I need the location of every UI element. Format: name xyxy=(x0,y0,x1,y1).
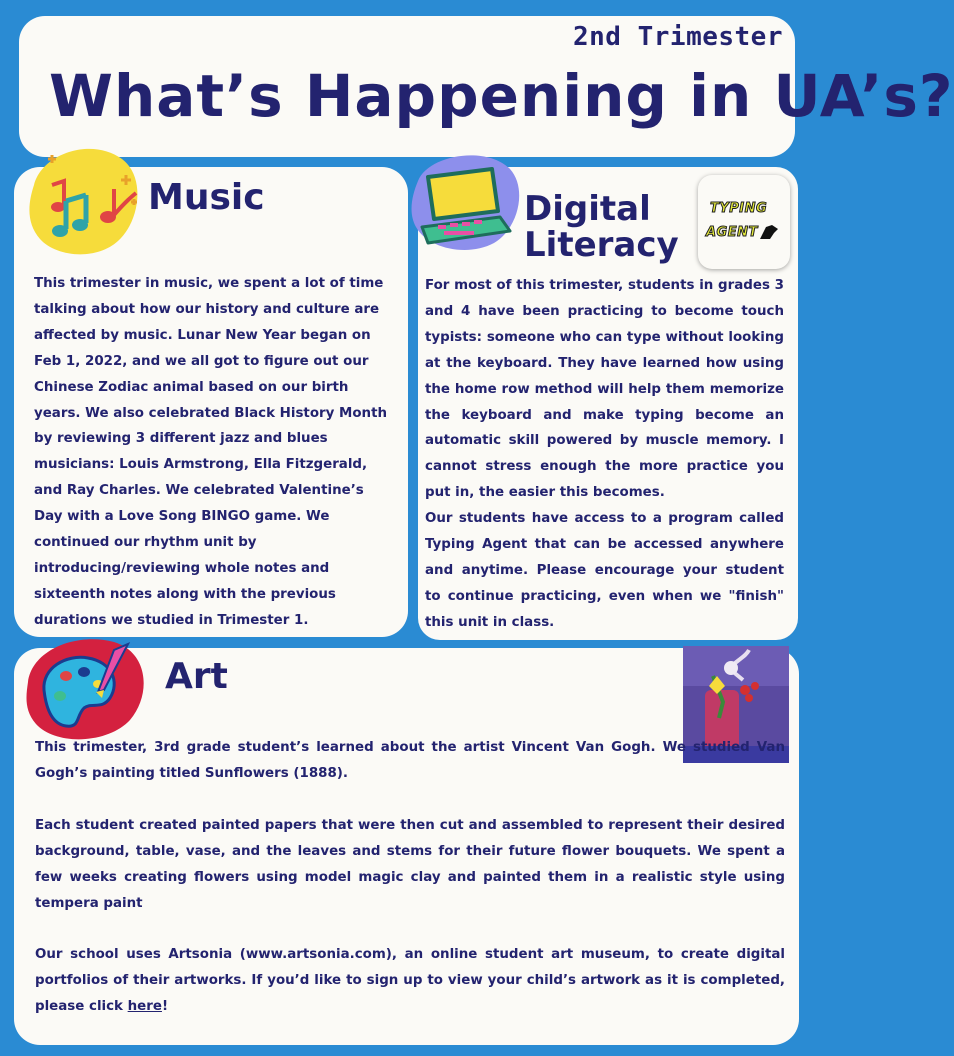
agent-silhouette-icon xyxy=(758,223,780,241)
art-title: Art xyxy=(165,656,228,697)
typing-agent-logo-line2: AGENT xyxy=(706,225,758,240)
artsonia-signup-link[interactable]: here xyxy=(127,999,162,1015)
typing-agent-logo[interactable] xyxy=(698,175,790,269)
laptop-icon xyxy=(408,151,524,255)
digital-literacy-para-2: Our students have access to a program called Typing Agent that can be accessed anywhere and anytime. Please encourage your student to continue practicing, even when we "finish" this unit in class. xyxy=(425,511,784,630)
digital-literacy-title-line1: Digital xyxy=(524,189,651,229)
art-body xyxy=(35,735,785,1020)
art-para-1: This trimester, 3rd grade student’s learned about the artist Vincent Van Gogh. We studied Van Gogh’s painting titled Sunflowers (1888). xyxy=(35,740,785,781)
music-body: This trimester in music, we spent a lot of time talking about how our history and culture are affected by music. Lunar New Year began on Feb 1, 2022, and we all got to figure out our Chinese Zodiac animal based on our birth years. We also celebrated Black History Month by reviewing 3 different jazz and blues musicians: Louis Armstrong, Ella Fitzgerald, and Ray Charles. We celebrated Valentine’s Day with a Love Song BINGO game. We continued our rhythm unit by introducing/reviewing whole notes and sixteenth notes along with the previous durations we studied in Trimester 1. xyxy=(34,276,388,628)
art-para-3-end: ! xyxy=(161,999,169,1015)
art-para-2: Each student created painted papers that were then cut and assembled to represent their desired background, table, vase, and the leaves and stems for their future flower bouquets. We spent a few weeks creating flowers using model magic clay and painted them in a realistic style using tempera paint xyxy=(35,817,785,911)
page-title: What’s Happening in UA’s? xyxy=(49,62,954,130)
art-card xyxy=(14,648,799,1045)
music-notes-icon xyxy=(22,145,152,265)
typing-agent-logo-line1: TYPING xyxy=(710,201,768,216)
music-card xyxy=(14,167,408,637)
header-card xyxy=(19,16,954,157)
digital-literacy-para-1: For most of this trimester, students in grades 3 and 4 have been practicing to become touch typists: someone who can type without looking at the keyboard. They have learned how using the home row method will help them memorize the keyboard and make typing become an automatic skill powered by muscle memory. I cannot stress enough the more practice you put in, the easier this becomes. xyxy=(425,278,784,501)
paint-palette-icon xyxy=(22,636,152,746)
digital-literacy-body xyxy=(425,273,784,636)
digital-literacy-card xyxy=(418,167,798,640)
digital-literacy-title-line2: Literacy xyxy=(524,225,679,265)
art-para-3 xyxy=(35,942,785,1020)
trimester-label: 2nd Trimester xyxy=(573,22,783,52)
music-title: Music xyxy=(148,177,265,218)
art-para-3-text: Our school uses Artsonia (www.artsonia.com), an online student art museum, to create digital portfolios of their artworks. If you’d like to sign up to view your child’s artwork as it is completed, please click xyxy=(35,947,785,1015)
